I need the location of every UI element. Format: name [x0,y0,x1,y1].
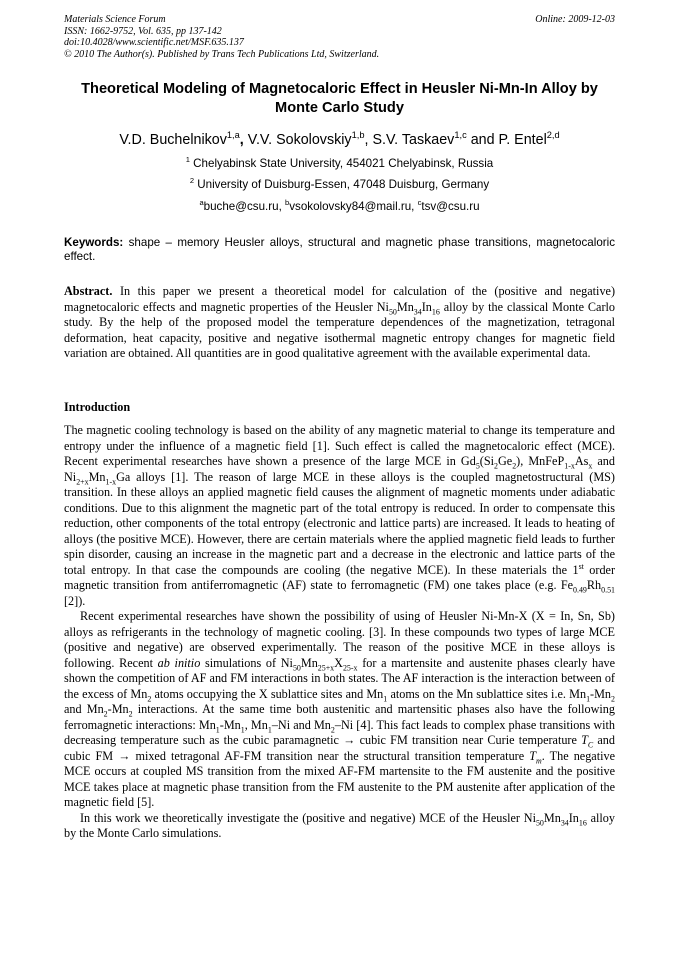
author-name: P. Entel [498,132,547,148]
affiliation-2 [64,178,615,192]
author-name: V.D. Buchelnikov [119,132,227,148]
author-conjunction: and [466,132,499,148]
email-line [64,200,615,214]
author-affil-mark: 1,c [454,130,467,141]
abstract-block: Abstract. In this paper we present a theoretical model for calculation of the (positive and negative) magnetocaloric effects and magnetic properties of the Heusler $Ni_{50}Mn_{34}In_{16}$ alloy by the classical Monte Carlo study. By the help of the proposed model the temperature dependences of the magnetization, tetragonal deformation, heat capacity, positive and negative isothermal magnetic entropy changes for magnetic field variation are obtained. All quantities are in good qualitative agreement with the available experimental data. [64,284,616,360]
intro-paragraph-3: In this work we theoretically investigate the (positive and negative) MCE of the Heusler $Ni_{50}Mn_{34}In_{16}$ alloy by the Monte Carlo simulations. [64,810,615,840]
email-address[interactable]: vsokolovsky84@mail.ru, [289,200,415,213]
intro-paragraph-1: The magnetic cooling technology is based on the ability of any magnetic material to change its temperature and entropy under the influence of a magnetic field [1]. Such effect is called the magnetocaloric effect (MCE). Recent experimental researches have shown a presence of the large MCE in $Gd_5(Si_2Ge_2)$, $MnFeP_{1-x}As_x$ and $Ni_{2+x}Mn_{1-x}Ga$ alloys [1]. The reason of large MCE in these alloys is the coupled magnetostructural (MS) transition. In these alloys an applied magnetic field causes the alignment of magnetic moments under adiabatic conditions. Due to this alignment the magnetic part of the total entropy is reduced. In order to compensate this reduction, other components of the total entropy (electronic and lattice parts) are increased. It leads to heating of alloys (the positive MCE). However, there are certain materials where the applied magnetic field leads to further spin disorder, causing an increase in the magnetic part and a decrease in the electronic and lattice parts of the total entropy. In that case the compounds are cooling (the negative MCE). In these materials the 1st order magnetic transition from antiferromagnetic (AF) state to ferromagnetic (FM) one takes place (e.g. $Fe_{0.49}Rh_{0.51}$ [2]). [64,423,616,608]
affiliation-text: University of Duisburg-Essen, 47048 Duisburg, Germany [197,178,490,191]
email-address[interactable]: buche@csu.ru, [203,200,282,213]
journal-name: Materials Science Forum [64,14,166,25]
journal-header [64,14,615,60]
section-heading-introduction: Introduction [64,400,131,414]
keywords-label: Keywords: [64,236,124,249]
online-date: Online: 2009-12-03 [535,14,615,25]
affiliation-mark: 2 [189,176,195,186]
issn-line: ISSN: 1662-9752, Vol. 635, pp 137-142 [64,25,222,37]
paper-title: Theoretical Modeling of Magnetocaloric Effect in Heusler Ni-Mn-In Alloy by Monte Carlo Study [81,81,598,116]
keywords-block [64,236,615,264]
affiliation-1 [64,157,615,171]
keywords-text: shape – memory Heusler alloys, structural and magnetic phase transitions, magnetocaloric effect. [64,236,615,263]
doi-line: doi:10.4028/www.scientific.net/MSF.635.137 [64,37,244,48]
introduction-body [64,423,615,842]
email-address[interactable]: tsv@csu.ru [421,200,480,213]
author-name: S.V. Taskaev [372,132,455,148]
affiliation-mark: 1 [185,155,190,165]
author-name: V.V. Sokolovskiy [247,132,352,148]
author-affil-mark: 1,a [226,130,240,141]
affiliation-text: Chelyabinsk State University, 454021 Chelyabinsk, Russia [193,157,494,170]
email-mark: a [199,198,204,208]
author-affil-mark: 1,b [351,130,365,141]
email-mark: b [285,198,290,208]
author-list: V.D. Buchelnikov$^{1,a}$, V.V. Sokolovskiy$^{1,b}$, S.V. Taskaev$^{1,c}$ and P. Entel$^{2,d}$ [119,130,560,148]
email-mark: c [417,198,422,208]
abstract-label: Abstract. [64,284,113,298]
copyright-line: © 2010 The Author(s). Published by Trans Tech Publications Ltd, Switzerland. [64,48,380,60]
intro-paragraph-2: Recent experimental researches have shown the possibility of using of Heusler Ni-Mn-X (X = In, Sn, Sb) alloys as refrigerants in the technology of magnetic cooling. [3]. In these compounds two types of large MCE (positive and negative) are observed experimentally. The reason of the positive MCE in these alloys is following. Recent ab initio simulations of $Ni_{50}Mn_{25+x}X_{25-x}$ for a martensite and austenite phases clearly have shown the competition of AF and FM interactions in both states. The AF interaction is the interaction between of the excess of $Mn_2$ atoms occupying the X sublattice sites and $Mn_1$ atoms on the Mn sublattice sites i.e. $Mn_1-Mn_2$ and $Mn_2-Mn_2$ interactions. At the same time both austenitic and martensitic phases also have the following ferromagnetic interactions: $Mn_1-Mn_1$, $Mn_1-Ni$ and $Mn_2-Ni$ [4]. This fact leads to complex phase transitions with decreasing temperature such as the cubic paramagnetic → cubic FM transition near Curie temperature $T_C$ and cubic FM → mixed tetragonal AF-FM transition near the structural transition temperature $T_m$. The negative MCE occurs at coupled MS transition from the mixed AF-FM martensite to the FM austenite and the positive MCE takes place at magnetic phase transition from the FM austenite to the PM austenite after application of the magnetic field [5]. [64,609,616,809]
author-affil-mark: 2,d [546,130,560,141]
